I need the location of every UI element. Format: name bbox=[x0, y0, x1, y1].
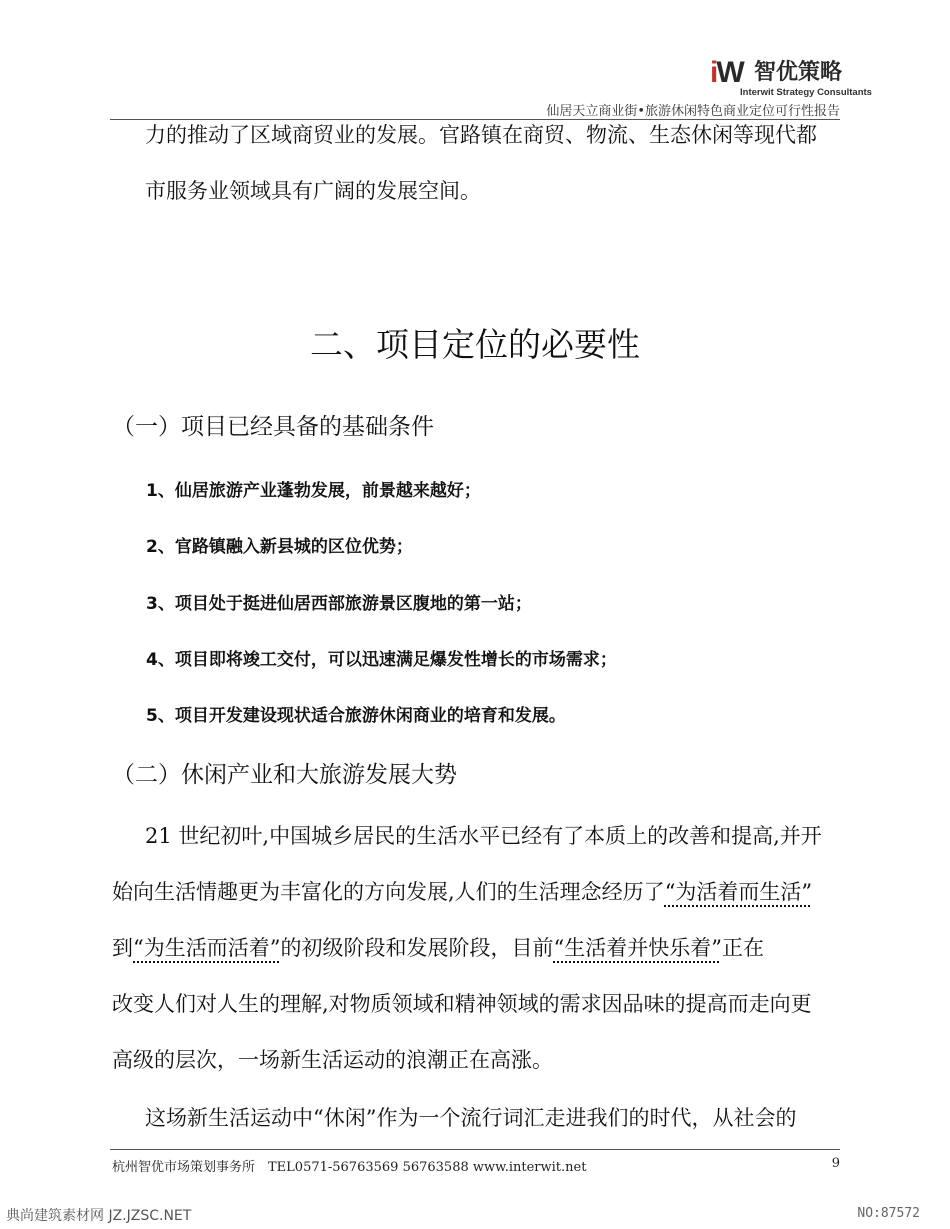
watermark-number: NO:87572 bbox=[857, 1206, 920, 1221]
company-logo bbox=[710, 56, 872, 98]
footer-contact: 杭州智优市场策划事务所 TEL0571-56763569 56763588 www.interwit.net bbox=[112, 1160, 587, 1175]
list-item: 2、官路镇融入新县城的区位优势； bbox=[146, 537, 413, 557]
list-item: 1、仙居旅游产业蓬勃发展，前景越来越好； bbox=[146, 481, 481, 501]
body-line-5: 高级的层次，一场新生活运动的浪潮正在高涨。 bbox=[112, 1048, 553, 1072]
subsection-1-heading: （一）项目已经具备的基础条件 bbox=[112, 414, 434, 440]
header-subtitle: 仙居天立商业街•旅游休闲特色商业定位可行性报告 bbox=[546, 104, 840, 119]
page-number: 9 bbox=[831, 1156, 840, 1171]
body-line-4: 改变人们对人生的理解,对物质领域和精神领域的需求因品味的提高而走向更 bbox=[112, 992, 812, 1016]
footer-divider bbox=[110, 1149, 840, 1150]
watermark-site: 典尚建筑素材网 JZ.JZSC.NET bbox=[6, 1208, 192, 1224]
intro-line-1: 力的推动了区域商贸业的发展。官路镇在商贸、物流、生态休闲等现代都 bbox=[145, 123, 817, 147]
logo-mark: iW bbox=[710, 56, 743, 89]
emphasis-phrase: “为生活而活着” bbox=[133, 936, 281, 960]
logo-chinese-name: 智优策略 bbox=[754, 60, 843, 85]
list-item: 3、项目处于挺进仙居西部旅游景区腹地的第一站； bbox=[146, 594, 532, 614]
body-line-2: 始向生活情趣更为丰富化的方向发展,人们的生活理念经历了“为活着而生活” bbox=[112, 880, 813, 904]
body-line-1: 21 世纪初叶,中国城乡居民的生活水平已经有了本质上的改善和提高,并开 bbox=[145, 824, 822, 848]
intro-line-2: 市服务业领域具有广阔的发展空间。 bbox=[145, 179, 481, 203]
emphasis-phrase: “为活着而生活” bbox=[664, 880, 813, 904]
list-item: 5、项目开发建设现状适合旅游休闲商业的培育和发展。 bbox=[146, 706, 566, 726]
emphasis-phrase: “生活着并快乐着” bbox=[553, 936, 722, 960]
list-item: 4、项目即将竣工交付，可以迅速满足爆发性增长的市场需求； bbox=[146, 650, 617, 670]
section-title: 二、项目定位的必要性 bbox=[310, 325, 640, 364]
body-line-3: 到“为生活而活着”的初级阶段和发展阶段，目前“生活着并快乐着”正在 bbox=[112, 936, 764, 960]
subsection-2-heading: （二）休闲产业和大旅游发展大势 bbox=[112, 762, 457, 788]
body-line-6: 这场新生活运动中“休闲”作为一个流行词汇走进我们的时代，从社会的 bbox=[145, 1106, 797, 1130]
logo-english-name: Interwit Strategy Consultants bbox=[740, 87, 872, 98]
header-divider bbox=[110, 119, 840, 120]
